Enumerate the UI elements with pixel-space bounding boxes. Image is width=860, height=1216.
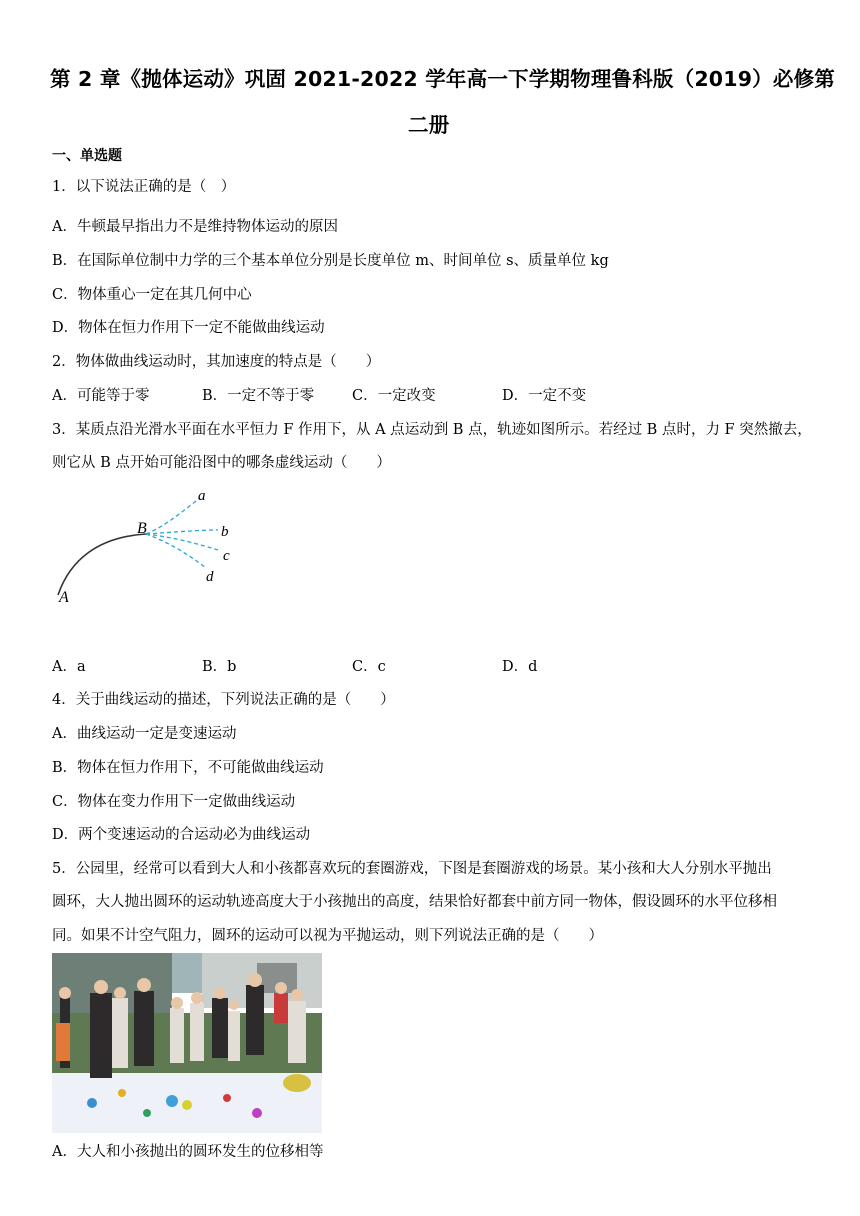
q3-trajectory-figure: [48, 482, 248, 612]
q2-stem: 2．物体做曲线运动时，其加速度的特点是（ ）: [52, 354, 381, 370]
page-title-line1: 第 2 章《抛体运动》巩固 2021-2022 学年高一下学期物理鲁科版（2019）必修第: [50, 67, 835, 91]
dashed-path-c: [146, 534, 218, 550]
q4-stem: 4．关于曲线运动的描述，下列说法正确的是（ ）: [52, 692, 395, 708]
q2-option-d: D．一定不变: [502, 388, 587, 404]
q5-stem-line1: 5．公园里，经常可以看到大人和小孩都喜欢玩的套圈游戏，下图是套圈游戏的场景。某小孩和大人分别水平抛出: [52, 861, 772, 877]
trajectory-curve: [58, 534, 146, 595]
label-point-b: B: [137, 520, 147, 537]
label-c: c: [223, 548, 230, 564]
q5-stem-line3: 同。如果不计空气阻力，圆环的运动可以视为平抛运动，则下列说法正确的是（ ）: [52, 928, 603, 944]
q5-stem-line2: 圆环，大人抛出圆环的运动轨迹高度大于小孩抛出的高度，结果恰好都套中前方同一物体，假设圆环的水平位移相: [52, 894, 777, 910]
ring-toss-photo: [52, 953, 322, 1133]
label-b: b: [221, 524, 229, 540]
label-a: a: [198, 488, 206, 504]
q1-option-b: B．在国际单位制中力学的三个基本单位分别是长度单位 m、时间单位 s、质量单位 kg: [52, 253, 609, 269]
q4-option-c: C．物体在变力作用下一定做曲线运动: [52, 794, 296, 810]
q2-option-b: B．一定不等于零: [202, 388, 315, 404]
label-d: d: [206, 569, 214, 585]
q3-option-b: B．b: [202, 659, 237, 675]
q3-option-d: D．d: [502, 659, 538, 675]
q1-option-a: A．牛顿最早指出力不是维持物体运动的原因: [52, 219, 338, 235]
q1-stem: 1．以下说法正确的是（ ）: [52, 179, 236, 195]
q3-stem-line2: 则它从 B 点开始可能沿图中的哪条虚线运动（ ）: [52, 455, 391, 471]
dashed-path-b: [146, 530, 218, 534]
q1-option-c: C．物体重心一定在其几何中心: [52, 287, 252, 303]
q2-option-c: C．一定改变: [352, 388, 436, 404]
q3-option-c: C．c: [352, 659, 386, 675]
q3-stem-line1: 3．某质点沿光滑水平面在水平恒力 F 作用下，从 A 点运动到 B 点，轨迹如图所示。若经过 B 点时，力 F 突然撤去，: [52, 422, 812, 438]
q5-option-a: A．大人和小孩抛出的圆环发生的位移相等: [52, 1144, 324, 1160]
page-title-line2: 二册: [408, 113, 450, 137]
dashed-path-a: [146, 498, 200, 534]
q4-option-a: A．曲线运动一定是变速运动: [52, 726, 237, 742]
q4-option-b: B．物体在恒力作用下，不可能做曲线运动: [52, 760, 324, 776]
label-point-a: A: [59, 589, 69, 606]
q3-option-a: A．a: [52, 659, 86, 675]
q1-option-d: D．物体在恒力作用下一定不能做曲线运动: [52, 320, 325, 336]
q4-option-d: D．两个变速运动的合运动必为曲线运动: [52, 827, 311, 843]
section-heading: 一、单选题: [52, 148, 122, 164]
q2-option-a: A．可能等于零: [52, 388, 150, 404]
